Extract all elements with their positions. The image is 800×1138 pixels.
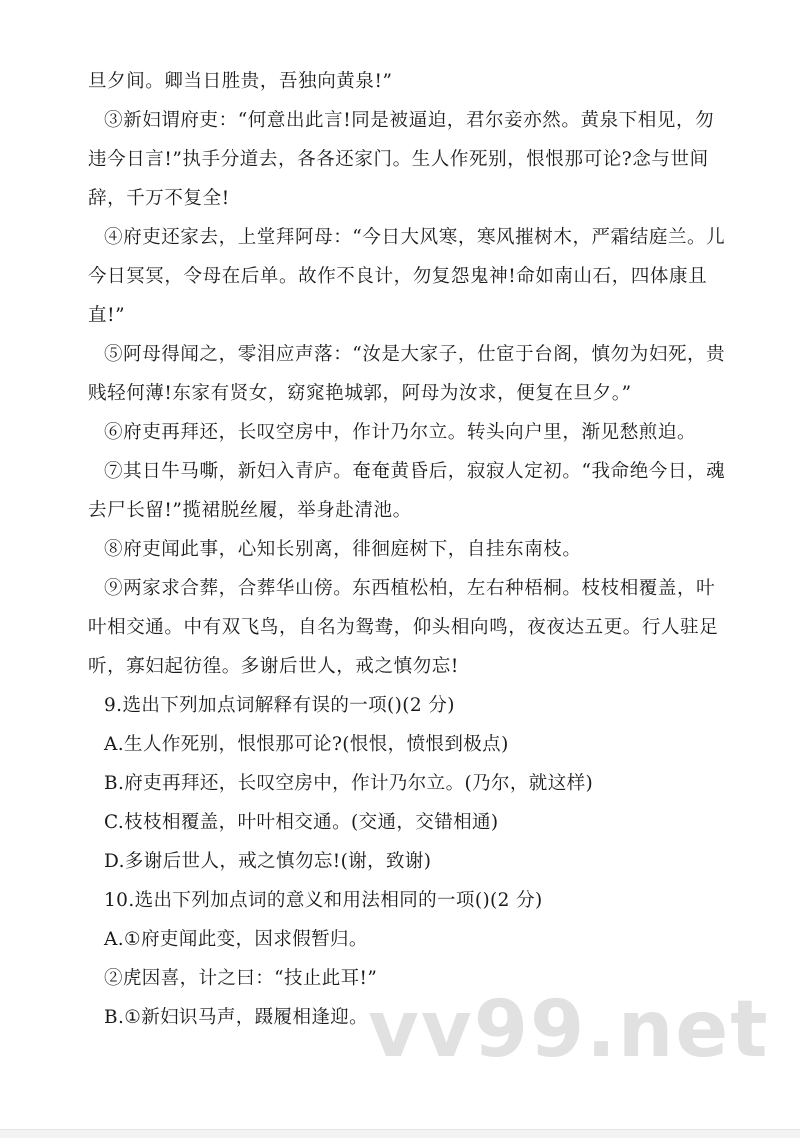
question-10-option-a-1: A.①府吏闻此变，因求假暂归。	[104, 929, 368, 950]
question-9-stem: 9.选出下列加点词解释有误的一项()(2 分)	[104, 695, 455, 716]
poem-line-12: 去尸长留!”揽裙脱丝履，举身赴清池。	[88, 500, 412, 521]
poem-line-6: 今日冥冥，令母在后单。故作不良计，勿复怨鬼神!命如南山石，四体康且	[88, 266, 708, 287]
poem-line-2: ③新妇谓府吏：“何意出此言!同是被逼迫，君尔妾亦然。黄泉下相见，勿	[104, 110, 715, 131]
question-10-option-a-2: ②虎因喜，计之曰：“技止此耳!”	[104, 968, 378, 989]
question-10-stem: 10.选出下列加点词的意义和用法相同的一项()(2 分)	[104, 890, 543, 911]
poem-line-16: 听，寡妇起彷徨。多谢后世人，戒之慎勿忘!	[88, 656, 459, 677]
poem-line-13: ⑧府吏闻此事，心知长别离，徘徊庭树下，自挂东南枝。	[104, 539, 582, 560]
poem-line-8: ⑤阿母得闻之，零泪应声落：“汝是大家子，仕宦于台阁，慎勿为妇死，贵	[104, 344, 726, 365]
watermark-text: vv99.net	[368, 985, 770, 1075]
question-9-option-c: C.枝枝相覆盖，叶叶相交通。(交通，交错相通)	[104, 812, 499, 833]
question-10-option-b-1: B.①新妇识马声，蹑履相逢迎。	[104, 1007, 369, 1028]
poem-line-7: 直!”	[88, 305, 126, 326]
poem-line-5: ④府吏还家去，上堂拜阿母：“今日大风寒，寒风摧树木，严霜结庭兰。儿	[104, 227, 726, 248]
poem-line-4: 辞，千万不复全!	[88, 188, 230, 209]
poem-line-9: 贱轻何薄!东家有贤女，窈窕艳城郭，阿母为汝求，便复在旦夕。”	[88, 383, 632, 404]
question-9-option-a: A.生人作死别，恨恨那可论?(恨恨，愤恨到极点)	[104, 734, 509, 755]
question-9-option-d: D.多谢后世人，戒之慎勿忘!(谢，致谢)	[104, 851, 432, 872]
poem-line-14: ⑨两家求合葬，合葬华山傍。东西植松柏，左右种梧桐。枝枝相覆盖，叶	[104, 578, 716, 599]
page-content	[88, 62, 728, 1037]
poem-line-15: 叶相交通。中有双飞鸟，自名为鸳鸯，仰头相向鸣，夜夜达五更。行人驻足	[88, 617, 719, 638]
question-9-option-b: B.府吏再拜还，长叹空房中，作计乃尔立。(乃尔，就这样)	[104, 773, 594, 794]
poem-line-10: ⑥府吏再拜还，长叹空房中，作计乃尔立。转头向户里，渐见愁煎迫。	[104, 422, 697, 443]
poem-line-11: ⑦其日牛马嘶，新妇入青庐。奄奄黄昏后，寂寂人定初。“我命绝今日，魂	[104, 461, 726, 482]
poem-line-3: 违今日言!”执手分道去，各各还家门。生人作死别，恨恨那可论?念与世间	[88, 149, 709, 170]
poem-line-1: 旦夕间。卿当日胜贵，吾独向黄泉!”	[88, 71, 393, 92]
